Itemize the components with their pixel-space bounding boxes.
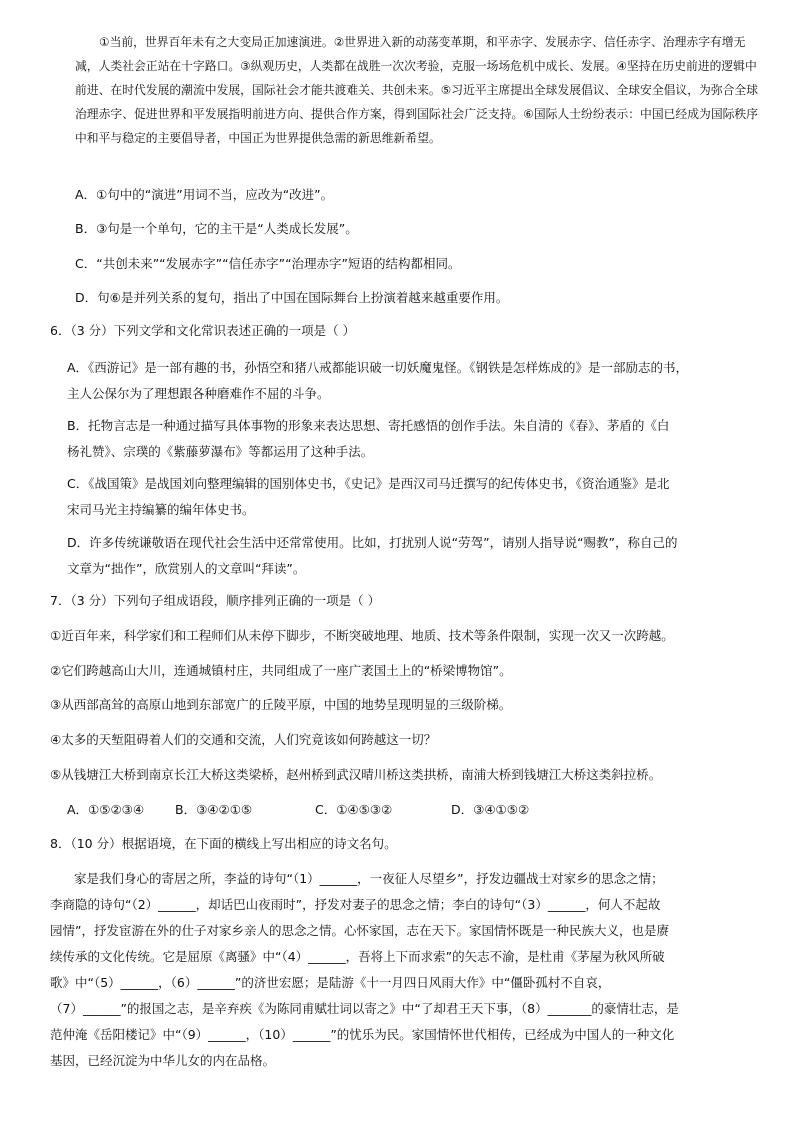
option-line: 主人公保尔为了理想跟各种磨难作不屈的斗争。: [67, 386, 330, 401]
q7-sentence-3: ③从西部高耸的高原山地到东部宽广的丘陵平原，中国的地势呈现明显的三级阶梯。: [50, 697, 512, 712]
q8-line: 家是我们身心的寄居之所，李益的诗句“（1）______，一夜征人尽望乡”，抒发边疆战士对家乡的思念之情；: [74, 871, 664, 886]
option-line: B．托物言志是一种通过描写具体事物的形象来表达思想、寄托感悟的创作手法。朱自清的《春》、茅盾的《白: [67, 418, 670, 433]
passage-line: 治理赤字、促进世界和平发展指明前进方向、提供合作方案，得到国际社会广泛支持。⑥国际人士纷纷表示：中国已经成为国际秩序: [75, 107, 759, 121]
q8-line: 基因，已经沉淀为中华儿女的内在品格。: [50, 1053, 276, 1068]
q7-sentence-4: ④太多的天堑阻碍着人们的交通和交流，人们究竟该如何跨越这一切？: [50, 732, 437, 747]
q5-option-a: A．①句中的“演进”用词不当，应改为“改进”。: [75, 187, 334, 202]
q8-line: 李商隐的诗句“（2）______，却话巴山夜雨时”，抒发对妻子的思念之情；李白的诗句“（3）______，何人不起故: [50, 897, 661, 912]
q7-sentence-2: ②它们跨越高山大川，连通城镇村庄，共同组成了一座广袤国土上的“桥梁博物馆”。: [50, 663, 512, 678]
q6-option-c: [67, 471, 717, 523]
passage-line: 中和平与稳定的主要倡导者，中国正为世界提供急需的新思维新希望。: [75, 131, 441, 145]
passage-line: 前进、在时代发展的潮流中发展，国际社会才能共渡难关、共创未来。⑤习近平主席提出全球发展倡议、全球安全倡议，为弥合全球: [75, 83, 759, 97]
q5-option-d: D．句⑥是并列关系的复句，指出了中国在国际舞台上扮演着越来越重要作用。: [75, 290, 509, 305]
option-line: D．许多传统谦敬语在现代社会生活中还常常使用。比如，打扰别人说“劳驾”，请别人指导说“赐教”，称自己的: [67, 535, 678, 550]
q6-option-b: [67, 413, 717, 465]
q7-option-a: A．①⑤②③④: [67, 802, 145, 817]
option-line: 宋司马光主持编纂的编年体史书。: [67, 502, 255, 517]
q8-line: 范仲淹《岳阳楼记》中“（9）______，（10）______”的忧乐为民。家国情怀世代相传，已经成为中国人的一种文化: [50, 1027, 675, 1042]
q5-option-c: C．“共创未来”“发展赤字”“信任赤字”“治理赤字”短语的结构都相同。: [75, 256, 461, 271]
q6-stem: 6．（3 分）下列文学和文化常识表述正确的一项是（ ）: [50, 323, 356, 338]
q8-line: 园情”，抒发宦游在外的仕子对家乡亲人的思念之情。心怀家国，志在天下。家国情怀既是一种民族大义，也是赓: [50, 923, 669, 938]
q8-context: [50, 866, 730, 1074]
q7-option-d: D．③④①⑤②: [451, 802, 530, 817]
q7-option-b: B．③④②①⑤: [175, 802, 253, 817]
q8-stem: 8．（10 分）根据语境，在下面的横线上写出相应的诗文名句。: [50, 836, 397, 851]
option-line: 文章为“拙作”，欣赏别人的文章叫“拜读”。: [67, 561, 306, 576]
q7-options: [67, 798, 529, 822]
option-line: A．《西游记》是一部有趣的书，孙悟空和猪八戒都能识破一切妖魔鬼怪。《钢铁是怎样炼成的》是一部励志的书，: [67, 360, 689, 375]
q6-option-a: [67, 355, 717, 407]
q6-option-d: [67, 530, 717, 582]
passage-line: 减，人类社会正站在十字路口。③纵观历史，人类都在战胜一次次考验，克服一场场危机中成长、发展。④坚持在历史前进的逻辑中: [75, 59, 757, 73]
q7-stem: 7．（3 分）下列句子组成语段，顺序排列正确的一项是（ ）: [50, 593, 381, 608]
passage-line: ①当前，世界百年未有之大变局正加速演进。②世界进入新的动荡变革期，和平赤字、发展赤字、信任赤字、治理赤字有增无: [99, 35, 746, 49]
q8-line: 歌》中“（5）______，（6）______”的济世宏愿；是陆游《十一月四日风雨大作》中“僵卧孤村不自哀，: [50, 975, 611, 990]
option-line: 杨礼赞》、宗璞的《紫藤萝瀑布》等都运用了这种手法。: [67, 444, 374, 459]
q8-line: 续传承的文化传统。它是屈原《离骚》中“（4）______，吾将上下而求索”的矢志不渝，是杜甫《茅屋为秋风所破: [50, 949, 665, 964]
q8-line: （7）______”的报国之志，是辛弃疾《为陈同甫赋壮词以寄之》中“了却君王天下事，（8）_______的豪情壮志，是: [50, 1001, 679, 1016]
q5-passage: [75, 30, 759, 150]
q7-sentence-1: ①近百年来，科学家们和工程师们从未停下脚步，不断突破地理、地质、技术等条件限制，实现一次又一次跨越。: [50, 628, 674, 643]
option-line: C．《战国策》是战国刘向整理编辑的国别体史书，《史记》是西汉司马迁撰写的纪传体史书，《资治通鉴》是北: [67, 476, 670, 491]
q7-option-c: C．①④⑤③②: [315, 802, 393, 817]
q5-option-b: B．③句是一个单句，它的主干是“人类成长发展”。: [75, 221, 358, 236]
q7-sentence-5: ⑤从钱塘江大桥到南京长江大桥这类梁桥，赵州桥到武汉晴川桥这类拱桥，南浦大桥到钱塘江大桥这类斜拉桥。: [50, 767, 662, 782]
